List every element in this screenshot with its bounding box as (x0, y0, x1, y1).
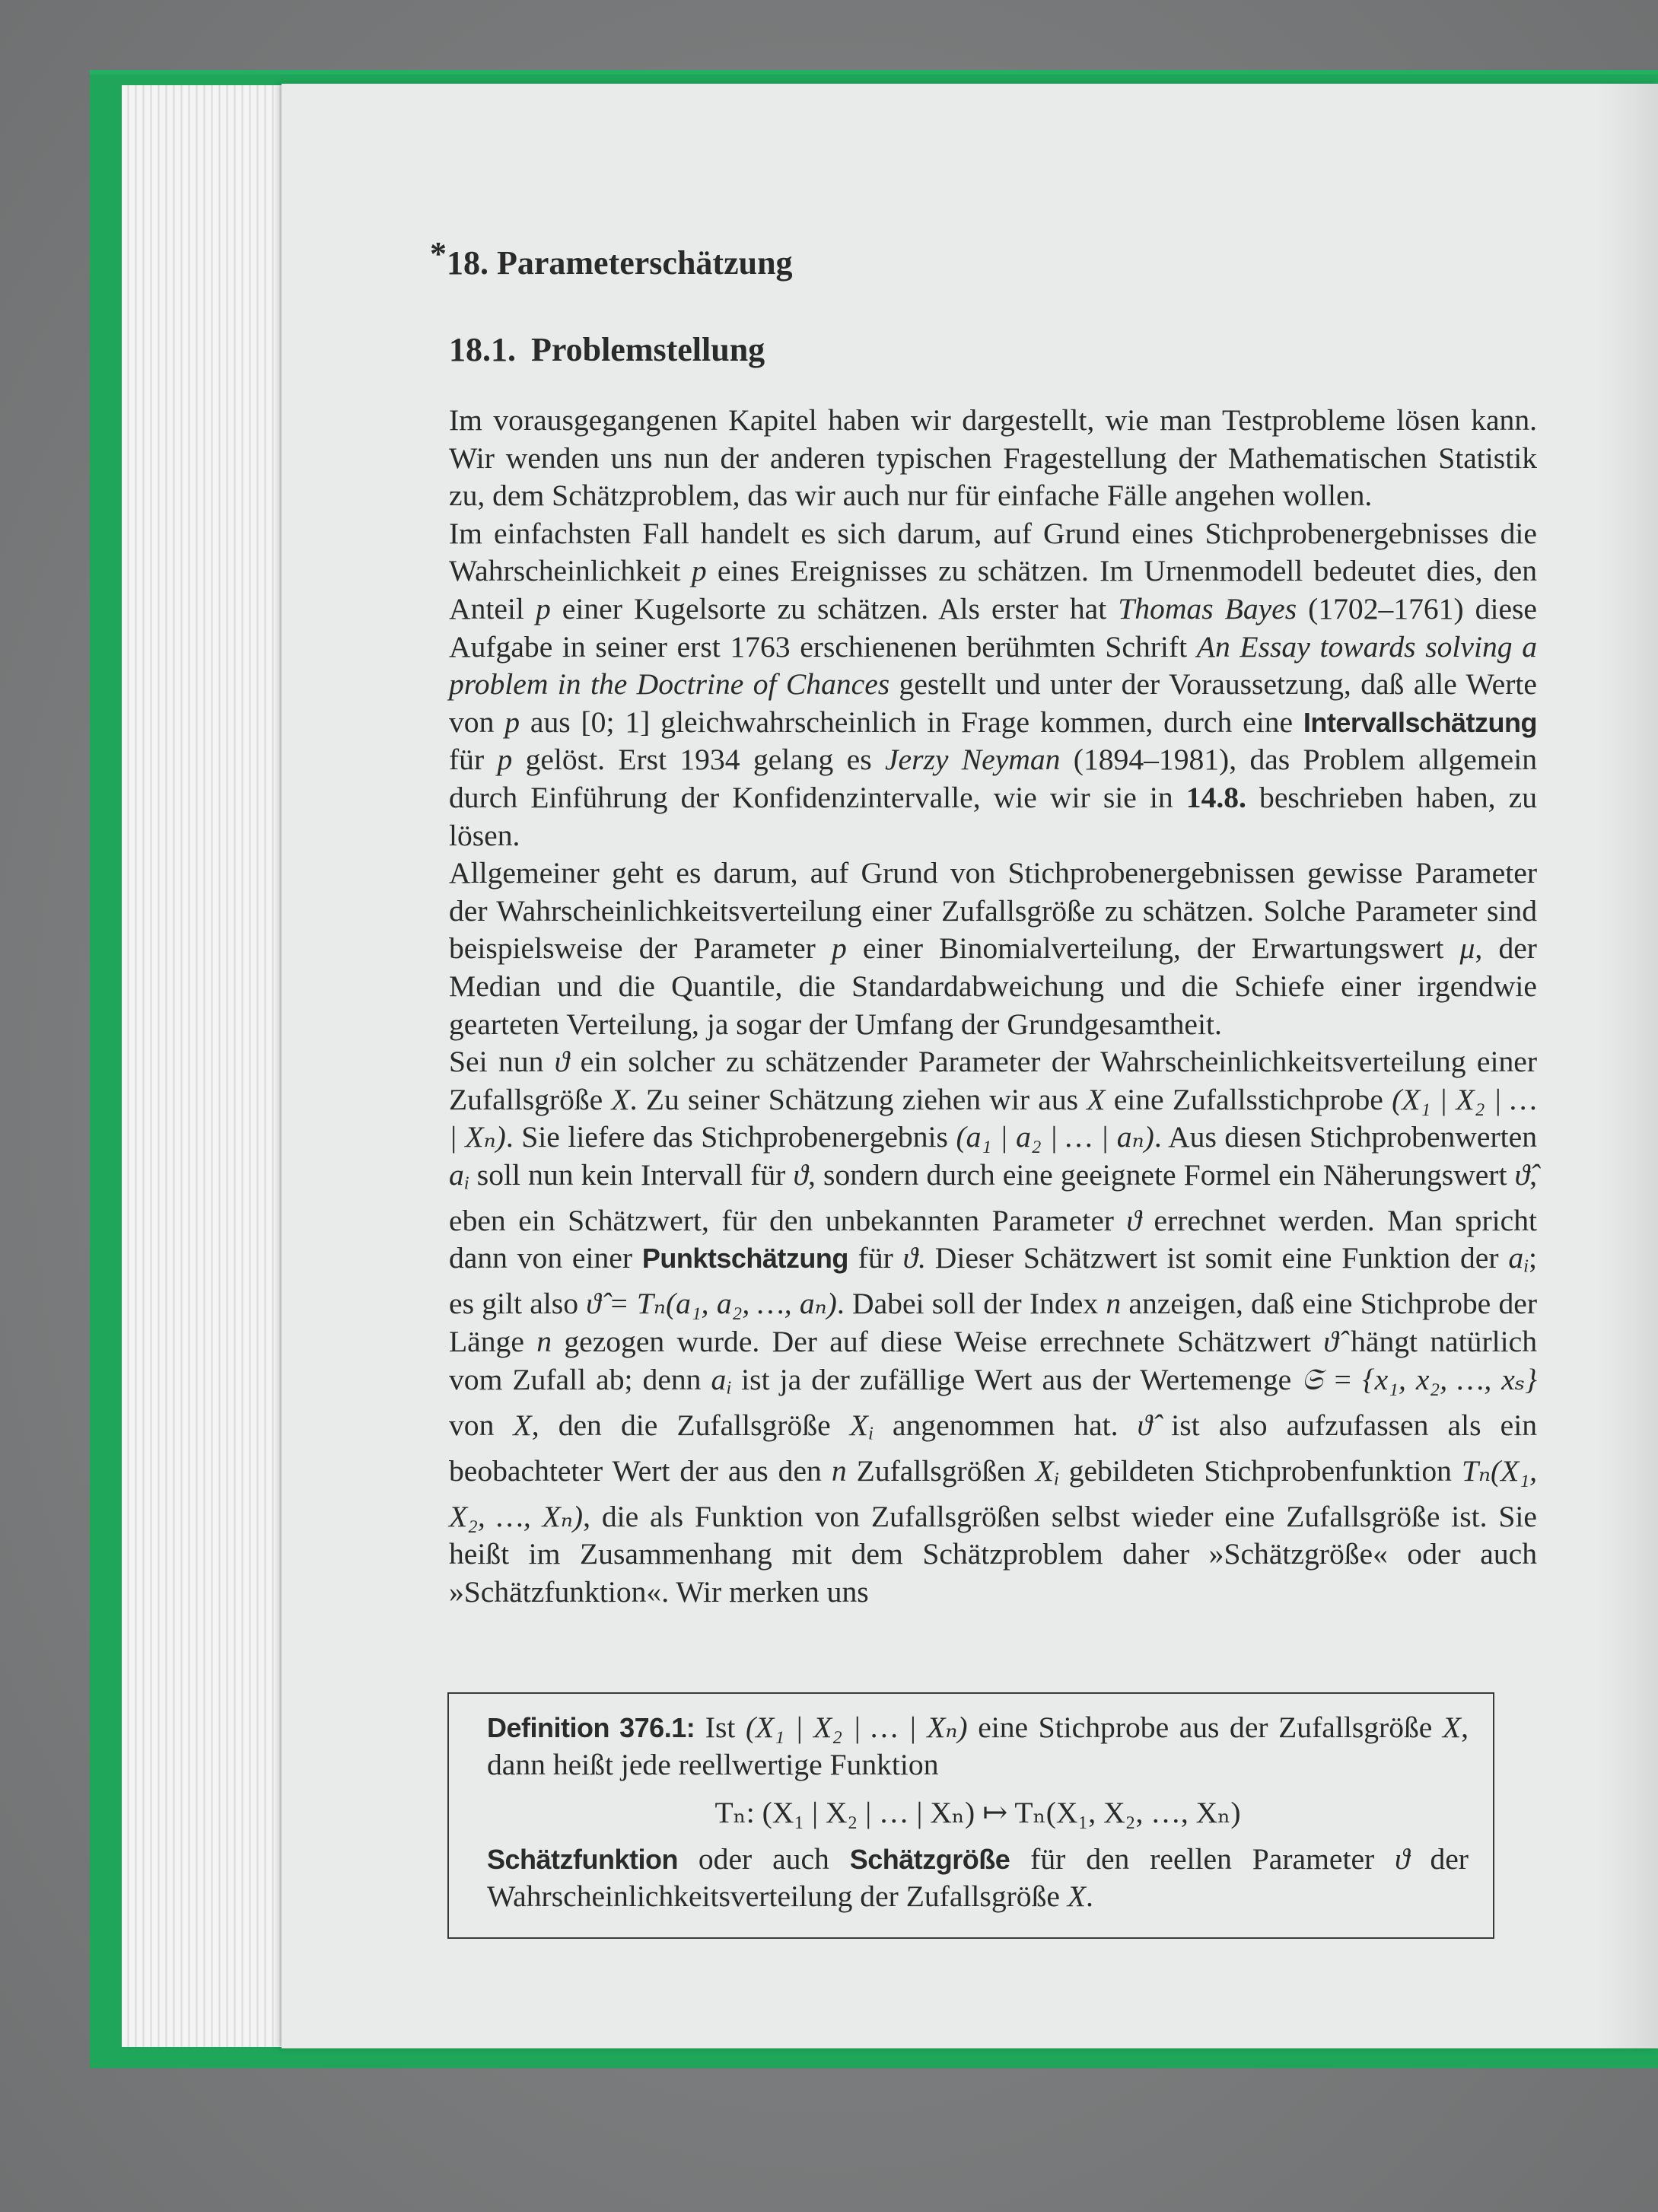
sample-a: (a₁ | a₂ | … | aₙ) (956, 1120, 1154, 1154)
section-heading (449, 330, 765, 369)
paragraph-4: Sei nun ϑ ein solcher zu schätzender Parameter der Wahrscheinlichkeitsverteilung einer Zufallsgröße X. Zu seiner Schätzung ziehen wir aus X eine Zufallsstichprobe (X₁ | X₂ | … | Xₙ). Sie liefere das Stichprobenergebnis (a₁ | a₂ | … | aₙ). Aus diesen Stichprobenwerten $a_i$ soll nun kein Intervall für ϑ, sondern durch eine geeignete Formel ein Näherungswert ϑ̂, eben ein Schätzwert, für den unbekannten Parameter ϑ errechnet werden. Man spricht dann von einer Punktschätzung für ϑ. Dieser Schätzwert ist somit eine Funktion der $a_i$; es gilt also ϑ̂ = Tₙ(a₁, a₂, …, aₙ). Dabei soll der Index n anzeigen, daß eine Stichprobe der Länge n gezogen wurde. Der auf diese Weise errechnete Schätzwert ϑ̂ hängt natürlich vom Zufall ab; denn $a_i$ ist ja der zufällige Wert aus der Wertemenge 𝔖 = {x₁, x₂, …, xₛ} von X, den die Zufallsgröße $X_i$ angenommen hat. ϑ̂ ist also aufzufassen als ein beobachteter Wert der aus den n Zufallsgrößen $X_i$ gebildeten Stichprobenfunktion Tₙ(X₁, X₂, …, Xₙ), die als Funktion von Zufallsgrößen selbst wieder eine Zufallsgröße ist. Sie heißt im Zusammenhang mit dem Schätzproblem daher »Schätzgröße« oder auch »Schätzfunktion«. Wir merken uns (449, 1045, 1538, 1609)
term-punktschaetzung: Punktschätzung (641, 1243, 848, 1275)
value-set: 𝔖 = {x₁, x₂, …, xₛ} (1301, 1362, 1537, 1396)
estimate-equation: ϑ̂ = Tₙ(a₁, a₂, …, aₙ) (586, 1287, 837, 1321)
term-intervallschaetzung: Intervallschätzung (1303, 706, 1537, 738)
page-gutter-shade (1598, 84, 1658, 2048)
page-edges (122, 85, 297, 2047)
chapter-star: * (430, 235, 447, 272)
definition-conclusion: Schätzfunktion oder auch Schätzgröße für den reellen Parameter ϑ der Wahrscheinlichkeitsverteilung der Zufallsgröße X. (487, 1842, 1469, 1913)
definition-formula: Tₙ: (X₁ | X₂ | … | Xₙ) ↦ Tₙ(X₁, X₂, …, Xₙ) (714, 1796, 1241, 1829)
chapter-title: 18. Parameterschätzung (447, 244, 793, 282)
author-neyman: Jerzy Neyman (884, 743, 1061, 777)
definition-label: Definition 376.1: (487, 1712, 695, 1743)
body-text (449, 402, 1537, 1611)
term-schaetzgroesse: Schätzgröße (849, 1844, 1010, 1875)
paragraph-2: Im einfachsten Fall handelt es sich darum, auf Grund eines Stichprobenergebnisses die Wahrscheinlichkeit p eines Ereignisses zu schätzen. Im Urnenmodell bedeutet dies, den Anteil p einer Kugelsorte zu schätzen. Als erster hat Thomas Bayes (1702–1761) diese Aufgabe in seiner erst 1763 erschienenen berühmten Schrift An Essay towards solving a problem in the Doctrine of Chances gestellt und unter der Voraussetzung, daß alle Werte von p aus [0; 1] gleichwahrscheinlich in Frage kommen, durch eine Intervallschätzung für p gelöst. Erst 1934 gelang es Jerzy Neyman (1894–1981), das Problem allgemein durch Einführung der Konfidenzintervalle, wie wir sie in 14.8. beschrieben haben, zu lösen. (449, 516, 1538, 852)
paragraph-3: Allgemeiner geht es darum, auf Grund von Stichprobenergebnissen gewisse Parameter der Wahrscheinlichkeitsverteilung einer Zufallsgröße zu schätzen. Solche Parameter sind beispielsweise der Parameter p einer Binomialverteilung, der Erwartungswert μ, der Median und die Quantile, die Standardabweichung und die Schiefe einer irgendwie gearteten Verteilung, ja sogar der Umfang der Grundgesamtheit. (449, 856, 1537, 1041)
section-number: 18.1. (449, 331, 516, 368)
sample-function: Tₙ(X₁, X₂, …, Xₙ) (449, 1453, 1537, 1533)
essay-title: An Essay towards solving a problem in the Doctrine of Chances (449, 629, 1538, 702)
paragraph-1: Im vorausgegangenen Kapitel haben wir dargestellt, wie man Testprobleme lösen kann. Wir wenden uns nun der anderen typischen Fragestellung der Mathematischen Statistik zu, dem Schätzproblem, das wir auch nur für einfache Fälle angehen wollen. (449, 403, 1537, 513)
author-bayes: Thomas Bayes (1118, 591, 1297, 625)
section-title: Problemstellung (531, 331, 765, 368)
definition-box (447, 1692, 1494, 1939)
definition-intro: Definition 376.1: Ist (X₁ | X₂ | … | Xₙ) eine Stichprobe aus der Zufallsgröße X, dann heißt jede reellwertige Funktion (487, 1711, 1469, 1781)
chapter-heading (430, 235, 793, 282)
section-reference: 14.8. (1185, 780, 1246, 814)
sample-x: (X₁ | X₂ | … | Xₙ) (449, 1082, 1537, 1154)
term-schaetzfunktion: Schätzfunktion (487, 1844, 678, 1875)
